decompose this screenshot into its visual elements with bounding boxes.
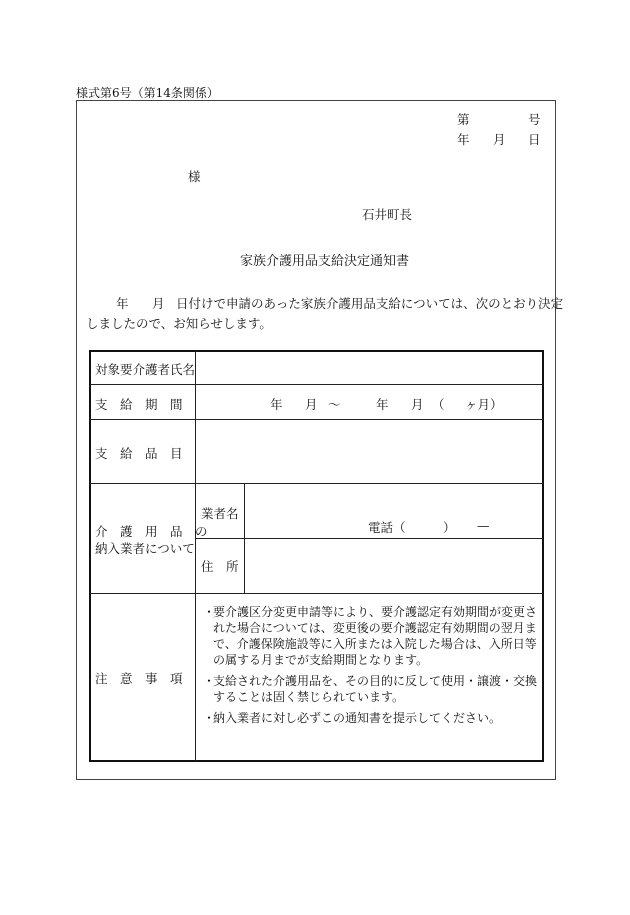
note-bullet: ・ — [203, 674, 216, 688]
table-column-divider — [195, 351, 196, 761]
note-item — [203, 604, 541, 668]
table-row-divider — [196, 538, 543, 539]
vendor-label-line2: 納入業者について — [95, 541, 195, 556]
note-text: 支給された介護用品を、その目的に反して使用・譲渡・交換することは固く禁じられています。 — [213, 674, 538, 704]
vendor-name-label: 業者名 — [201, 506, 239, 521]
notes-list — [203, 604, 541, 731]
note-text: 要介護区分変更申請等により、要介護認定有効期間が変更された場合については、変更後の要介護認定有効期間の翌月まで、介護保険施設等に入所または入院した場合は、入所日等の属する月までが支給期間となります。 — [213, 605, 538, 667]
table-row-divider — [90, 419, 543, 420]
period-start-year: 年 — [270, 397, 283, 412]
table-row-divider — [90, 384, 543, 385]
period-label: 支 給 期 間 — [95, 397, 183, 412]
recipient-name-label: 対象要介護者氏名 — [95, 362, 196, 377]
date-day-label: 日 — [528, 132, 541, 147]
document-title: 家族介護用品支給決定通知書 — [240, 254, 410, 269]
notes-label: 注 意 事 項 — [95, 671, 183, 686]
address-label: 住 所 — [201, 559, 239, 574]
period-end-month: 月 — [411, 397, 424, 412]
period-months: ヶ月） — [465, 397, 503, 412]
note-text: 納入業者に対し必ずこの通知書を提示してください。 — [213, 711, 502, 725]
note-bullet: ・ — [203, 605, 216, 619]
body-year-label: 年 — [116, 296, 129, 311]
date-month-label: 月 — [493, 132, 506, 147]
phone-label: 電話（ ） — [368, 520, 456, 535]
document-number-prefix: 第 — [457, 112, 470, 127]
items-label: 支 給 品 目 — [95, 446, 183, 461]
date-year-label: 年 — [457, 132, 470, 147]
table-row-divider — [90, 483, 543, 484]
form-number: 様式第6号（第14条関係） — [76, 86, 219, 100]
document-number-suffix: 号 — [528, 112, 541, 127]
period-end-year: 年 — [376, 397, 389, 412]
period-tilde: ～ — [328, 397, 341, 412]
table-row-divider — [90, 593, 543, 594]
addressee-suffix: 様 — [188, 169, 201, 184]
note-item — [203, 710, 541, 726]
note-item — [203, 673, 541, 705]
body-text-line1: 日付けで申請のあった家族介護用品支給については、次のとおり決定 — [176, 296, 564, 311]
period-open-paren: （ — [432, 397, 445, 412]
phone-dash: — — [477, 518, 490, 533]
period-start-month: 月 — [305, 397, 318, 412]
body-month-label: 月 — [152, 296, 165, 311]
issuer-name: 石井町長 — [362, 207, 413, 222]
note-bullet: ・ — [203, 711, 216, 725]
table-column-divider — [244, 483, 245, 593]
vendor-label-line1: 介 護 用 品 の — [95, 524, 208, 539]
body-text-line2: しましたので、お知らせします。 — [86, 316, 272, 331]
